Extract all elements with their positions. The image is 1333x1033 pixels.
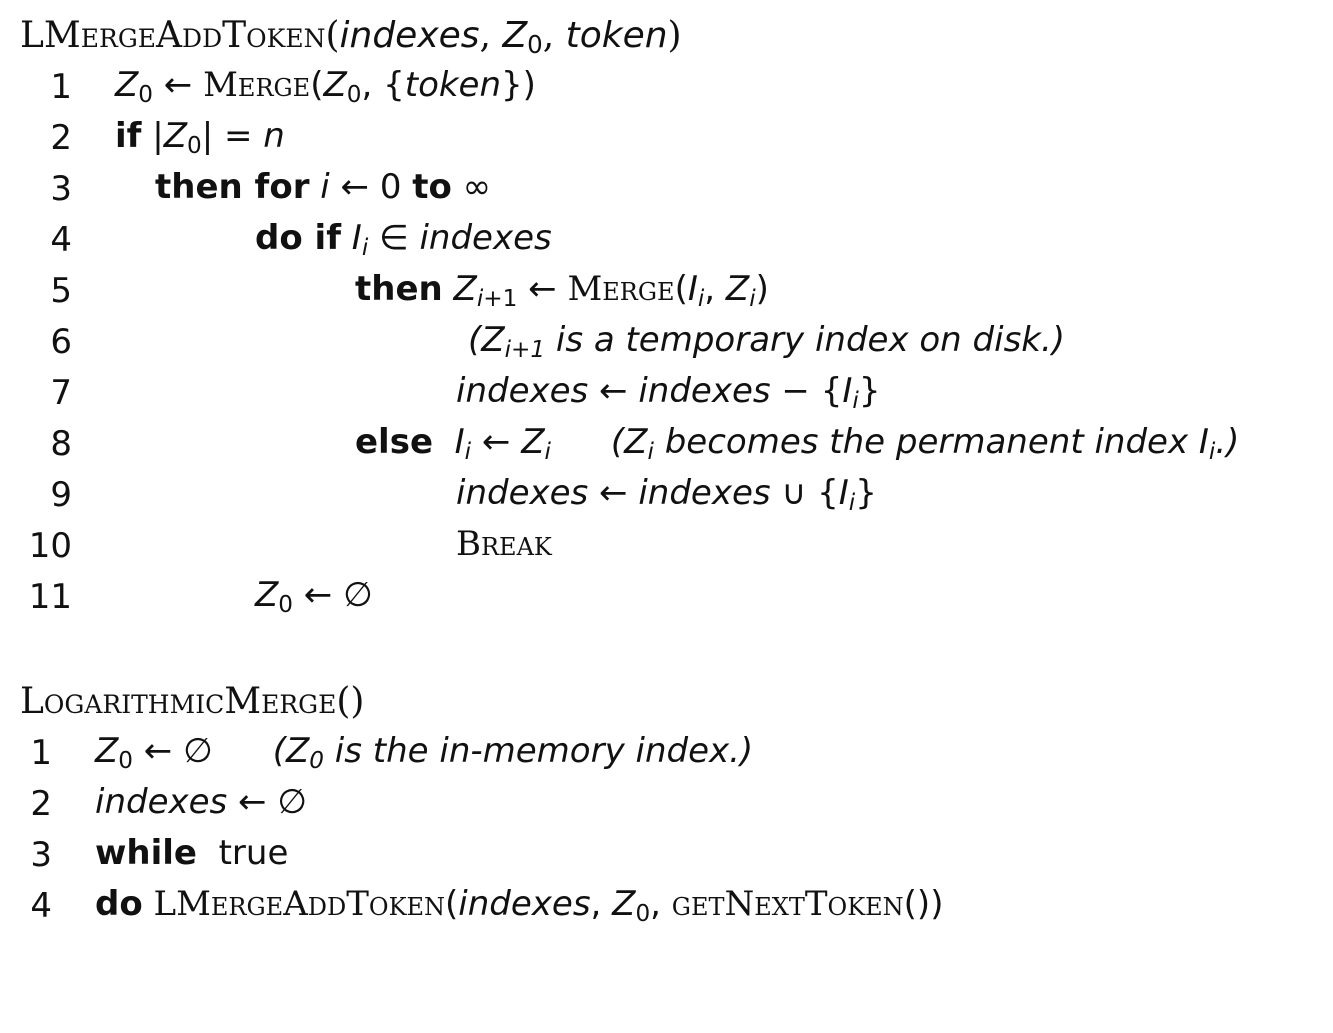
line-number: 2 [50,118,72,158]
code-line-8: else $I_i$ ← $Z_i$ ($Z_i$ becomes the permanent index $I_i$.) [355,422,1240,465]
line-number: 11 [28,577,72,617]
line-number: 9 [50,475,72,515]
code-line-4: do LMergeAddToken(indexes, $Z_0$, getNextToken()) [95,884,944,927]
algorithm-header: LMergeAddToken(indexes, $Z_0$, token) [20,15,682,60]
code-line-7: indexes ← indexes − $\{I_i\}$ [456,371,881,414]
code-line-2: if $|Z_0| = n$ [115,116,285,159]
procedure-name: LogarithmicMerge [20,681,337,722]
line-number: 1 [30,733,52,773]
code-line-11: $Z_0$ ← ∅ [255,575,373,618]
code-line-10: Break [456,524,552,564]
line-number: 6 [50,322,72,362]
code-line-3: then for i ← 0 to ∞ [155,167,492,207]
line-number: 1 [50,67,72,107]
procedure-name: LMergeAddToken [20,15,326,56]
line-number: 10 [28,526,72,566]
line-number: 4 [50,220,72,260]
line-number: 7 [50,373,72,413]
line-number: 4 [30,886,52,926]
code-line-1: $Z_0$ ← ∅ ($Z_0$ is the in-memory index.) [95,731,754,774]
line-number: 3 [50,169,72,209]
line-number: 3 [30,835,52,875]
algorithm-header: LogarithmicMerge() [20,681,365,722]
code-line-4: do if $I_i$ ∈ indexes [255,218,552,261]
code-line-5: then $Z_{i+1}$ ← $Merge(I_i$, $Z_i$) [355,269,769,312]
line-number: 5 [50,271,72,311]
code-line-9: indexes ← indexes ∪ $\{I_i\}$ [456,473,877,516]
code-line-2: indexes ← ∅ [95,782,307,822]
line-number: 2 [30,784,52,824]
line-number: 8 [50,424,72,464]
code-line-3: while true [95,833,289,873]
code-line-6: ($Z_{i+1}$ is a temporary index on disk.) [468,320,1066,363]
code-line-1: $Z_0$ ← $Merge(Z_0$, {token}) [115,65,536,108]
